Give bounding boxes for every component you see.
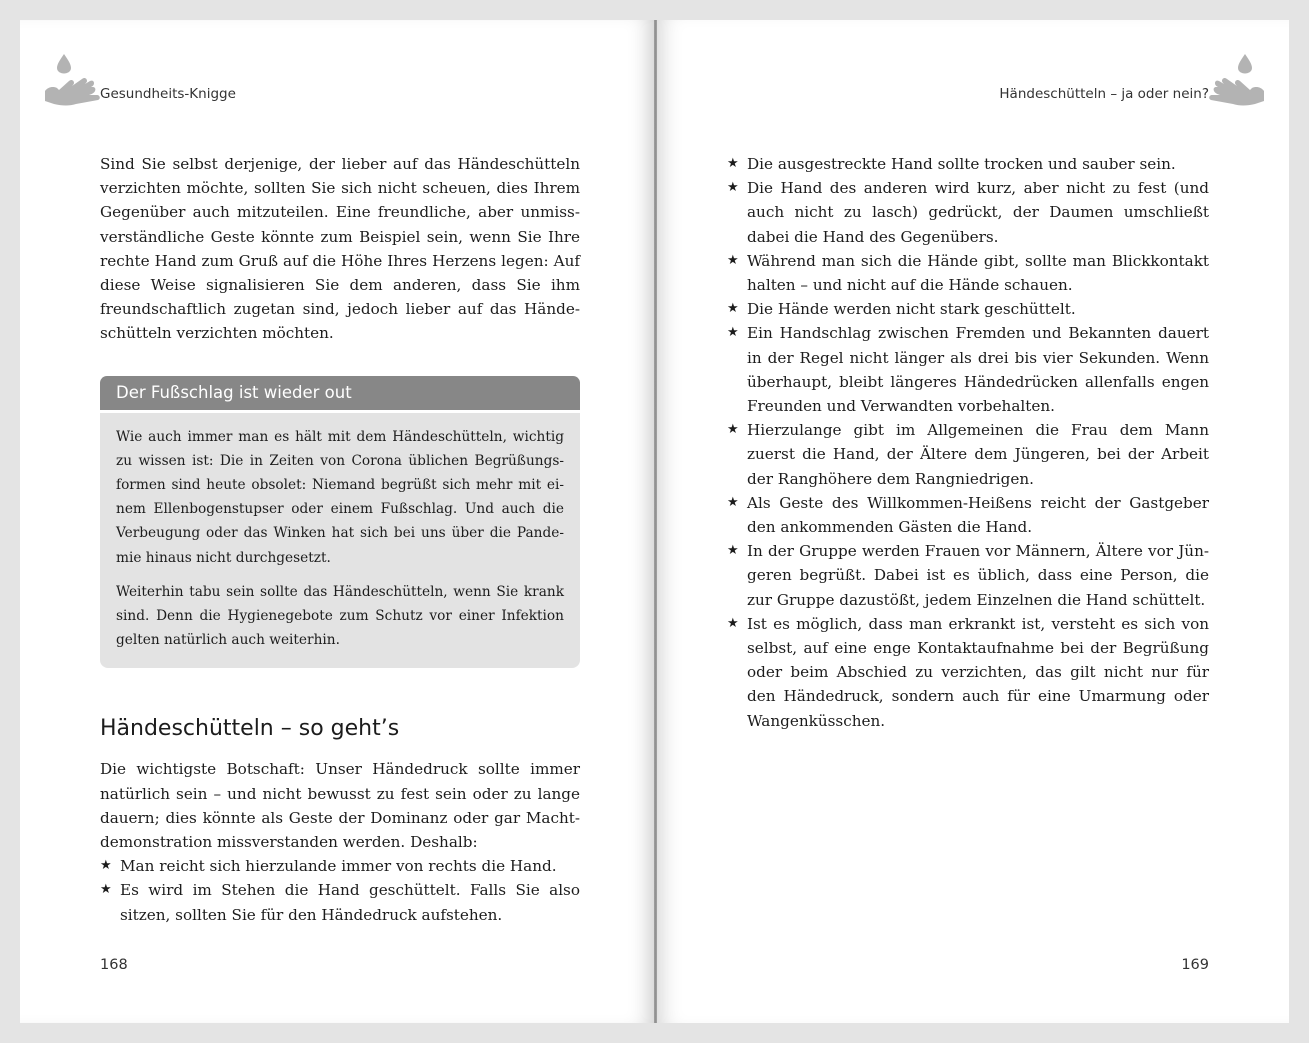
star-icon: ★ bbox=[100, 882, 112, 898]
right-page bbox=[657, 20, 1289, 1023]
list-item bbox=[100, 878, 580, 926]
star-icon: ★ bbox=[727, 325, 739, 341]
info-box-paragraph: Weiterhin tabu sein sollte das Händeschütteln, wenn Sie krank sind. Denn die Hygienegebote zum Schutz vor einer Infektion gelten natürlich auch weiterhin. bbox=[116, 583, 564, 649]
left-page-content bbox=[100, 152, 580, 927]
hand-icon bbox=[42, 50, 104, 112]
right-page-content bbox=[727, 152, 1209, 733]
list-item bbox=[727, 297, 1209, 321]
list-item-text: Als Geste des Willkommen-Heißens reicht der Gastgeber den ankommenden Gästen die Hand. bbox=[747, 493, 1209, 537]
star-icon: ★ bbox=[727, 422, 739, 438]
info-box bbox=[100, 376, 580, 669]
list-item-text: Während man sich die Hände gibt, sollte man Blickkontakt halten – und nicht auf die Hände schauen. bbox=[747, 251, 1209, 295]
star-icon: ★ bbox=[100, 858, 112, 874]
info-box-title: Der Fußschlag ist wieder out bbox=[100, 376, 580, 410]
star-icon: ★ bbox=[727, 301, 739, 317]
list-item bbox=[727, 152, 1209, 176]
list-item-text: Ein Handschlag zwischen Fremden und Bekannten dauert in der Regel nicht länger als drei bis vier Sekunden. Wenn überhaupt, bleibt längeres Händedrücken allenfalls engen Freunden und Verwandten vorbehalten. bbox=[747, 324, 1209, 416]
list-item-text: Es wird im Stehen die Hand geschüttelt. Falls Sie also sitzen, sollten Sie für den Händedruck aufstehen. bbox=[120, 881, 580, 924]
star-icon: ★ bbox=[727, 543, 739, 559]
list-item-text: Die Hände werden nicht stark geschüttelt. bbox=[747, 300, 1076, 319]
left-page bbox=[20, 20, 654, 1023]
star-icon: ★ bbox=[727, 252, 739, 268]
section-heading: Händeschütteln – so geht’s bbox=[100, 716, 400, 742]
intro-paragraph: Sind Sie selbst derjenige, der lieber auf das Händeschütteln verzichten möchte, sollten Sie sich nicht scheuen, dies Ihrem Gegenüber auch mitzuteilen. Eine freundliche, aber unmissverständliche Geste könnte zum Beispiel sein, wenn Sie Ihre rechte Hand zum Gruß auf die Höhe Ihres Herzens legen: Auf diese Weise signalisieren Sie dem anderen, dass Sie ihm freundschaftlich zugetan sind, jedoch lieber auf das Händeschütteln verzichten möchten. bbox=[100, 155, 580, 343]
bullet-list bbox=[727, 152, 1209, 733]
star-icon: ★ bbox=[727, 180, 739, 196]
star-icon: ★ bbox=[727, 615, 739, 631]
info-box-paragraph: Wie auch immer man es hält mit dem Händeschütteln, wichtig zu wissen ist: Die in Zeiten von Corona üblichen Begrüßungsformen sind heute obsolet: Niemand begrüßt sich mehr mit einem Ellenbogenstupser oder einem Fußschlag. Und auch die Verbeugung oder das Winken hat sich bei uns über die Pandemie hinaus nicht durchgesetzt. bbox=[116, 428, 564, 566]
section-paragraph: Die wichtigste Botschaft: Unser Händedruck sollte immer natürlich sein – und nicht bewusst zu fest sein oder zu lange dauern; dies könnte als Geste der Dominanz oder gar Machtdemonstration missverstanden werden. Deshalb: bbox=[100, 760, 580, 852]
hand-icon bbox=[1205, 50, 1267, 112]
star-icon: ★ bbox=[727, 156, 739, 171]
list-item bbox=[727, 491, 1209, 539]
list-item-text: Ist es möglich, dass man erkrankt ist, versteht es sich von selbst, auf eine enge Kontaktaufnahme bei der Begrüßung oder beim Abschied zu verzichten, das gilt nicht nur für den Händedruck, sondern auch für eine Umarmung oder Wangenküsschen. bbox=[747, 614, 1209, 730]
list-item bbox=[727, 418, 1209, 491]
list-item-text: Die ausgestreckte Hand sollte trocken und sauber sein. bbox=[747, 155, 1176, 173]
running-head: Händeschütteln – ja oder nein? bbox=[999, 86, 1209, 102]
list-item bbox=[727, 612, 1209, 733]
bullet-list bbox=[100, 854, 580, 927]
list-item bbox=[100, 854, 580, 878]
list-item bbox=[727, 249, 1209, 297]
running-head: Gesundheits-Knigge bbox=[100, 86, 236, 102]
list-item bbox=[727, 176, 1209, 249]
page-number: 168 bbox=[100, 957, 128, 973]
star-icon: ★ bbox=[727, 494, 739, 510]
list-item-text: Hierzulange gibt im Allgemeinen die Frau dem Mann zuerst die Hand, der Ältere dem Jüngeren, bei der Arbeit der Ranghöhere dem Rangniedrigen. bbox=[747, 421, 1209, 488]
list-item-text: Man reicht sich hierzulande immer von rechts die Hand. bbox=[120, 857, 557, 876]
list-item-text: Die Hand des anderen wird kurz, aber nicht zu fest (und auch nicht zu lasch) gedrückt, der Daumen umschließt dabei die Hand des Gegenübers. bbox=[747, 179, 1209, 246]
list-item bbox=[727, 321, 1209, 418]
list-item-text: In der Gruppe werden Frauen vor Männern, Ältere vor Jüngeren begrüßt. Dabei ist es üblich, dass eine Person, die zur Gruppe dazustößt, jedem Einzelnen die Hand schüttelt. bbox=[747, 542, 1209, 609]
list-item bbox=[727, 539, 1209, 612]
info-box-body bbox=[100, 410, 580, 669]
page-number: 169 bbox=[1181, 957, 1209, 973]
